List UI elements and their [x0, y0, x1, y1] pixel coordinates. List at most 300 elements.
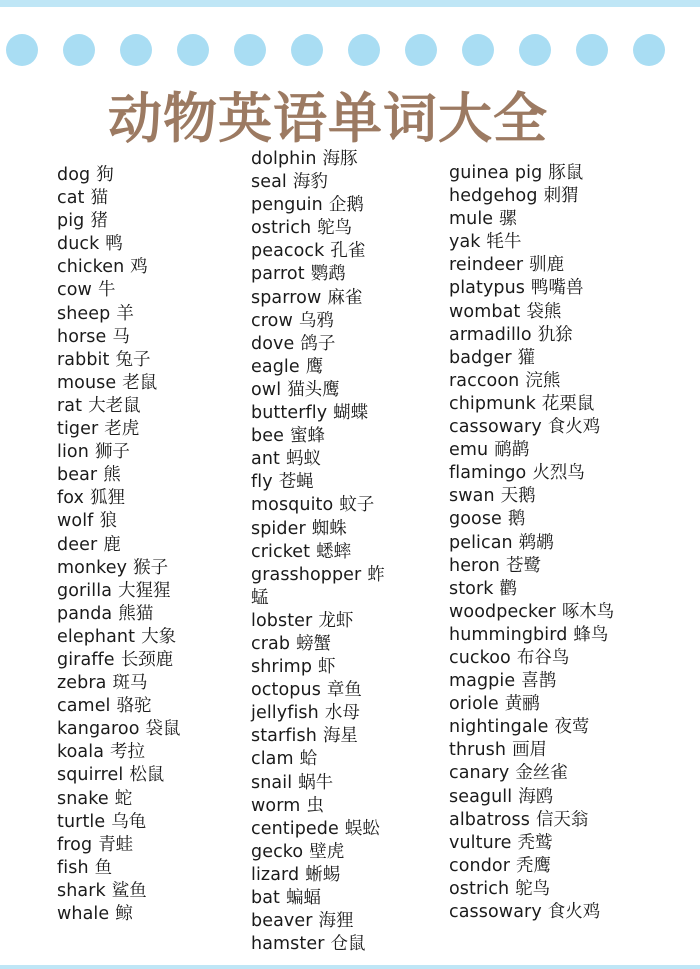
- chinese-translation: 蛇: [114, 788, 133, 809]
- vocab-item: [57, 718, 181, 741]
- chinese-translation: 蝙蝠: [286, 888, 321, 908]
- vocab-item: [57, 834, 181, 857]
- vocab-item: [449, 301, 614, 324]
- dot: [633, 34, 665, 66]
- chinese-translation: 壁虎: [309, 841, 345, 862]
- chinese-translation: 海豹: [292, 172, 328, 193]
- vocab-item: [449, 416, 614, 439]
- english-word: mouse: [57, 372, 117, 393]
- vocab-item: [57, 464, 181, 487]
- english-word: worm: [251, 795, 301, 816]
- chinese-translation: 鱼: [94, 857, 113, 878]
- vocab-item: [251, 772, 391, 795]
- english-word: snail: [251, 772, 293, 793]
- english-word: lizard: [251, 864, 300, 885]
- english-word: tiger: [57, 419, 99, 440]
- english-word: camel: [57, 696, 111, 717]
- chinese-translation: 蚱蜢: [251, 564, 385, 608]
- chinese-translation: 虾: [318, 657, 336, 678]
- chinese-translation: 鲨鱼: [111, 880, 147, 901]
- vocab-item: [57, 279, 181, 302]
- english-word: chipmunk: [449, 393, 536, 414]
- chinese-translation: 啄木鸟: [561, 601, 615, 622]
- vocab-item: [449, 809, 614, 832]
- vocab-item: [449, 855, 614, 878]
- chinese-translation: 老虎: [104, 419, 140, 440]
- vocab-item: [449, 208, 614, 231]
- chinese-translation: 蝴蝶: [333, 403, 369, 424]
- vocab-item: [57, 510, 181, 533]
- vocab-item: [57, 880, 181, 903]
- chinese-translation: 鹳: [499, 578, 518, 599]
- vocab-item: [57, 557, 181, 580]
- chinese-translation: 獾: [517, 347, 536, 368]
- english-word: goose: [449, 509, 502, 530]
- english-word: clam: [251, 749, 294, 770]
- vocab-item: [57, 672, 181, 695]
- english-word: cow: [57, 280, 92, 301]
- english-word: shrimp: [251, 657, 313, 678]
- vocab-item: [57, 695, 181, 718]
- dot: [462, 34, 494, 66]
- dot: [234, 34, 266, 66]
- vocab-item: [251, 933, 391, 956]
- english-word: guinea pig: [449, 163, 543, 183]
- chinese-translation: 金丝雀: [515, 763, 568, 784]
- chinese-translation: 信天翁: [535, 809, 589, 830]
- english-word: peacock: [251, 241, 325, 262]
- english-word: vulture: [449, 832, 512, 853]
- vocab-item: [251, 910, 391, 933]
- english-word: frog: [57, 834, 93, 855]
- chinese-translation: 狮子: [94, 442, 130, 463]
- english-word: penguin: [251, 195, 323, 216]
- english-word: jellyfish: [251, 703, 319, 724]
- vocab-item: [449, 601, 614, 624]
- vocab-item: [57, 210, 181, 233]
- vocab-item: [251, 148, 391, 171]
- chinese-translation: 画眉: [512, 740, 548, 761]
- chinese-translation: 蚂蚁: [285, 449, 321, 470]
- english-word: starfish: [251, 726, 317, 747]
- english-word: eagle: [251, 356, 300, 377]
- chinese-translation: 食火鸡: [547, 417, 601, 438]
- vocab-item: [57, 580, 181, 603]
- dot: [348, 34, 380, 66]
- english-word: bear: [57, 465, 98, 486]
- english-word: fly: [251, 472, 273, 493]
- vocab-item: [57, 811, 181, 834]
- vocab-item: [251, 702, 391, 725]
- chinese-translation: 鹿: [103, 534, 121, 555]
- vocab-item: [57, 903, 181, 926]
- vocab-item: [449, 370, 614, 393]
- chinese-translation: 火烈鸟: [532, 463, 585, 484]
- vocab-item: [251, 217, 391, 240]
- vocab-item: [57, 788, 181, 811]
- vocab-item: [251, 425, 391, 448]
- english-word: cat: [57, 188, 85, 209]
- chinese-translation: 兔子: [115, 349, 151, 370]
- vocab-item: [449, 670, 614, 693]
- english-word: thrush: [449, 740, 507, 761]
- english-word: rabbit: [57, 349, 110, 370]
- dot: [177, 34, 209, 66]
- vocab-item: [449, 162, 614, 185]
- english-word: reindeer: [449, 255, 524, 276]
- english-word: swan: [449, 486, 495, 507]
- chinese-translation: 海星: [322, 726, 358, 747]
- english-word: cricket: [251, 541, 311, 562]
- chinese-translation: 鸽子: [300, 333, 336, 354]
- chinese-translation: 大猩猩: [118, 580, 171, 601]
- chinese-translation: 熊: [103, 465, 121, 486]
- chinese-translation: 犰狳: [537, 324, 573, 345]
- bottom-border: [0, 965, 700, 969]
- chinese-translation: 骆驼: [116, 696, 152, 717]
- vocab-item: [57, 626, 181, 649]
- chinese-translation: 蟋蟀: [316, 541, 352, 562]
- vocab-item: [251, 402, 391, 425]
- chinese-translation: 熊猫: [118, 603, 154, 624]
- vocab-item: [251, 240, 391, 263]
- english-word: raccoon: [449, 370, 520, 391]
- vocab-item: [449, 439, 614, 462]
- english-word: lion: [57, 442, 89, 463]
- chinese-translation: 秃鹫: [517, 832, 553, 853]
- chinese-translation: 浣熊: [525, 370, 561, 391]
- chinese-translation: 大象: [141, 626, 177, 647]
- chinese-translation: 海豚: [322, 149, 358, 169]
- vocab-item: [57, 764, 181, 787]
- chinese-translation: 蜈蚣: [344, 818, 380, 839]
- english-word: bee: [251, 426, 284, 447]
- chinese-translation: 大老鼠: [88, 395, 141, 416]
- word-column-3: [449, 162, 614, 924]
- vocab-item: [57, 603, 181, 626]
- chinese-translation: 狼: [99, 511, 117, 532]
- english-word: bat: [251, 888, 280, 908]
- chinese-translation: 狗: [96, 165, 114, 185]
- chinese-translation: 喜鹊: [521, 671, 557, 692]
- dot: [576, 34, 608, 66]
- chinese-translation: 蛤: [299, 749, 318, 770]
- vocab-item: [449, 624, 614, 647]
- chinese-translation: 牦牛: [486, 232, 522, 253]
- vocab-item: [57, 534, 181, 557]
- vocab-item: [449, 324, 614, 347]
- english-word: armadillo: [449, 324, 532, 345]
- vocab-item: [251, 633, 391, 656]
- vocab-item: [449, 347, 614, 370]
- chinese-translation: 驯鹿: [529, 255, 565, 276]
- chinese-translation: 鹰: [305, 356, 324, 377]
- dot: [405, 34, 437, 66]
- chinese-translation: 夜莺: [554, 717, 590, 738]
- chinese-translation: 章鱼: [326, 680, 362, 701]
- chinese-translation: 食火鸡: [547, 902, 601, 922]
- chinese-translation: 螃蟹: [296, 633, 332, 654]
- dot: [6, 34, 38, 66]
- vocab-item: [57, 857, 181, 880]
- chinese-translation: 蜜蜂: [289, 426, 325, 447]
- vocab-item: [251, 379, 391, 402]
- english-word: seal: [251, 172, 287, 193]
- chinese-translation: 鹅: [507, 509, 526, 530]
- english-word: deer: [57, 534, 98, 555]
- english-word: whale: [57, 904, 110, 924]
- vocab-item: [449, 901, 614, 924]
- vocab-item: [449, 716, 614, 739]
- vocab-item: [57, 741, 181, 764]
- english-word: giraffe: [57, 649, 115, 670]
- vocab-item: [449, 485, 614, 508]
- vocab-item: [251, 171, 391, 194]
- english-word: albatross: [449, 809, 530, 830]
- chinese-translation: 鹦鹉: [310, 264, 346, 285]
- english-word: badger: [449, 347, 512, 368]
- vocab-item: [449, 578, 614, 601]
- english-word: ant: [251, 449, 280, 470]
- decorative-dots: [0, 34, 700, 68]
- english-word: oriole: [449, 694, 499, 715]
- vocab-item: [57, 164, 181, 187]
- english-word: crab: [251, 633, 291, 654]
- chinese-translation: 海鸥: [518, 786, 554, 807]
- chinese-translation: 龙虾: [318, 610, 354, 631]
- english-word: horse: [57, 326, 107, 347]
- english-word: fox: [57, 488, 84, 509]
- word-column-1: [57, 164, 181, 926]
- english-word: snake: [57, 788, 109, 809]
- chinese-translation: 斑马: [112, 673, 148, 694]
- english-word: gecko: [251, 841, 304, 862]
- chinese-translation: 鸡: [130, 257, 148, 278]
- vocab-item: [57, 418, 181, 441]
- vocab-item: [251, 287, 391, 310]
- english-word: rat: [57, 395, 83, 416]
- english-word: yak: [449, 232, 481, 253]
- vocab-item: [251, 748, 391, 771]
- dot: [519, 34, 551, 66]
- chinese-translation: 蚊子: [339, 495, 375, 516]
- vocab-item: [449, 254, 614, 277]
- chinese-translation: 虫: [306, 795, 324, 816]
- vocab-item: [449, 508, 614, 531]
- chinese-translation: 苍蝇: [278, 472, 314, 493]
- english-word: mule: [449, 209, 494, 230]
- vocab-item: [449, 878, 614, 901]
- english-word: octopus: [251, 680, 321, 701]
- vocab-item: [449, 185, 614, 208]
- vocab-item: [57, 233, 181, 256]
- vocab-item: [449, 786, 614, 809]
- word-column-2: [251, 148, 391, 956]
- chinese-translation: 鸵鸟: [317, 218, 353, 239]
- chinese-translation: 羊: [116, 303, 134, 324]
- chinese-translation: 鲸: [115, 904, 133, 924]
- chinese-translation: 袋熊: [526, 301, 562, 322]
- vocab-item: [449, 462, 614, 485]
- vocab-item: [251, 333, 391, 356]
- english-word: monkey: [57, 557, 128, 578]
- vocab-item: [251, 887, 391, 910]
- chinese-translation: 麻雀: [327, 287, 363, 308]
- english-word: duck: [57, 234, 100, 255]
- page-title: 动物英语单词大全: [108, 87, 548, 150]
- vocab-item: [251, 541, 391, 564]
- vocab-item: [251, 795, 391, 818]
- chinese-translation: 黄鹂: [504, 694, 540, 715]
- english-word: platypus: [449, 278, 526, 299]
- english-word: ostrich: [251, 218, 312, 239]
- top-border: [0, 0, 700, 7]
- english-word: dove: [251, 333, 295, 354]
- vocab-item: [449, 393, 614, 416]
- english-word: magpie: [449, 671, 516, 692]
- dot: [120, 34, 152, 66]
- english-word: elephant: [57, 626, 136, 647]
- chinese-translation: 蜂鸟: [573, 624, 609, 645]
- chinese-translation: 青蛙: [98, 834, 134, 855]
- english-word: mosquito: [251, 495, 334, 516]
- english-word: turtle: [57, 811, 106, 832]
- chinese-translation: 秃鹰: [516, 855, 552, 876]
- english-word: wolf: [57, 511, 94, 532]
- vocab-item: [449, 532, 614, 555]
- chinese-translation: 狐狸: [90, 488, 125, 509]
- english-word: flamingo: [449, 463, 527, 484]
- english-word: beaver: [251, 911, 313, 932]
- english-word: cassowary: [449, 417, 542, 438]
- vocab-item: [251, 564, 391, 610]
- chinese-translation: 牛: [97, 280, 116, 301]
- chinese-translation: 孔雀: [330, 241, 366, 262]
- chinese-translation: 乌鸦: [298, 310, 334, 331]
- vocab-item: [57, 395, 181, 418]
- dot: [291, 34, 323, 66]
- vocab-item: [251, 679, 391, 702]
- english-word: butterfly: [251, 403, 328, 424]
- vocab-item: [251, 263, 391, 286]
- chinese-translation: 蜘蛛: [311, 518, 347, 539]
- english-word: condor: [449, 855, 511, 876]
- english-word: centipede: [251, 818, 339, 839]
- vocab-item: [57, 326, 181, 349]
- vocab-item: [57, 187, 181, 210]
- english-word: sparrow: [251, 287, 322, 308]
- chinese-translation: 蜥蜴: [305, 864, 341, 885]
- english-word: panda: [57, 603, 113, 624]
- chinese-translation: 鸭: [105, 234, 123, 255]
- vocab-item: [57, 256, 181, 279]
- vocab-item: [57, 303, 181, 326]
- vocab-item: [251, 864, 391, 887]
- chinese-translation: 考拉: [110, 742, 146, 763]
- vocab-item: [251, 518, 391, 541]
- chinese-translation: 花栗鼠: [541, 393, 595, 414]
- english-word: wombat: [449, 301, 521, 322]
- chinese-translation: 海狸: [318, 911, 354, 932]
- vocab-item: [251, 841, 391, 864]
- vocab-item: [251, 818, 391, 841]
- chinese-translation: 蜗牛: [298, 772, 334, 793]
- english-word: hummingbird: [449, 624, 568, 645]
- vocab-item: [57, 487, 181, 510]
- chinese-translation: 布谷鸟: [516, 647, 570, 668]
- english-word: gorilla: [57, 580, 113, 601]
- vocab-item: [57, 441, 181, 464]
- vocab-item: [251, 448, 391, 471]
- english-word: crow: [251, 310, 293, 331]
- english-word: pelican: [449, 532, 513, 553]
- chinese-translation: 猫: [90, 188, 109, 209]
- chinese-translation: 仓鼠: [330, 934, 366, 955]
- chinese-translation: 骡: [499, 209, 517, 230]
- chinese-translation: 鸭嘴兽: [531, 278, 584, 299]
- vocab-item: [57, 649, 181, 672]
- vocab-item: [251, 494, 391, 517]
- english-word: pig: [57, 211, 85, 232]
- chinese-translation: 鸸鹋: [494, 440, 530, 461]
- english-word: owl: [251, 379, 282, 400]
- chinese-translation: 企鹅: [328, 195, 364, 216]
- english-word: spider: [251, 518, 306, 539]
- vocab-item: [251, 610, 391, 633]
- chinese-translation: 袋鼠: [145, 719, 181, 740]
- english-word: parrot: [251, 264, 305, 285]
- english-word: cassowary: [449, 902, 542, 922]
- english-word: chicken: [57, 257, 125, 278]
- english-word: kangaroo: [57, 719, 140, 740]
- vocab-item: [251, 194, 391, 217]
- chinese-translation: 长颈鹿: [120, 649, 174, 670]
- english-word: emu: [449, 440, 489, 461]
- chinese-translation: 豚鼠: [548, 163, 584, 183]
- chinese-translation: 猪: [90, 211, 108, 232]
- dot: [63, 34, 95, 66]
- english-word: zebra: [57, 673, 107, 694]
- chinese-translation: 猫头鹰: [287, 379, 340, 400]
- english-word: dog: [57, 165, 91, 185]
- english-word: stork: [449, 578, 494, 599]
- english-word: hedgehog: [449, 186, 538, 207]
- vocab-item: [449, 762, 614, 785]
- english-word: woodpecker: [449, 601, 556, 622]
- english-word: shark: [57, 880, 106, 901]
- chinese-translation: 鸵鸟: [515, 878, 551, 899]
- english-word: koala: [57, 742, 105, 763]
- english-word: dolphin: [251, 149, 317, 169]
- chinese-translation: 马: [112, 326, 130, 347]
- english-word: canary: [449, 763, 510, 784]
- vocab-item: [57, 372, 181, 395]
- chinese-translation: 鹈鹕: [518, 532, 554, 553]
- vocab-item: [251, 725, 391, 748]
- vocab-item: [251, 471, 391, 494]
- chinese-translation: 猴子: [133, 557, 169, 578]
- english-word: ostrich: [449, 878, 510, 899]
- chinese-translation: 水母: [324, 703, 360, 724]
- vocab-item: [251, 356, 391, 379]
- vocab-item: [449, 277, 614, 300]
- english-word: fish: [57, 857, 89, 878]
- chinese-translation: 乌龟: [111, 811, 147, 832]
- english-word: sheep: [57, 303, 111, 324]
- english-word: hamster: [251, 934, 325, 955]
- vocab-item: [57, 349, 181, 372]
- english-word: cuckoo: [449, 647, 511, 668]
